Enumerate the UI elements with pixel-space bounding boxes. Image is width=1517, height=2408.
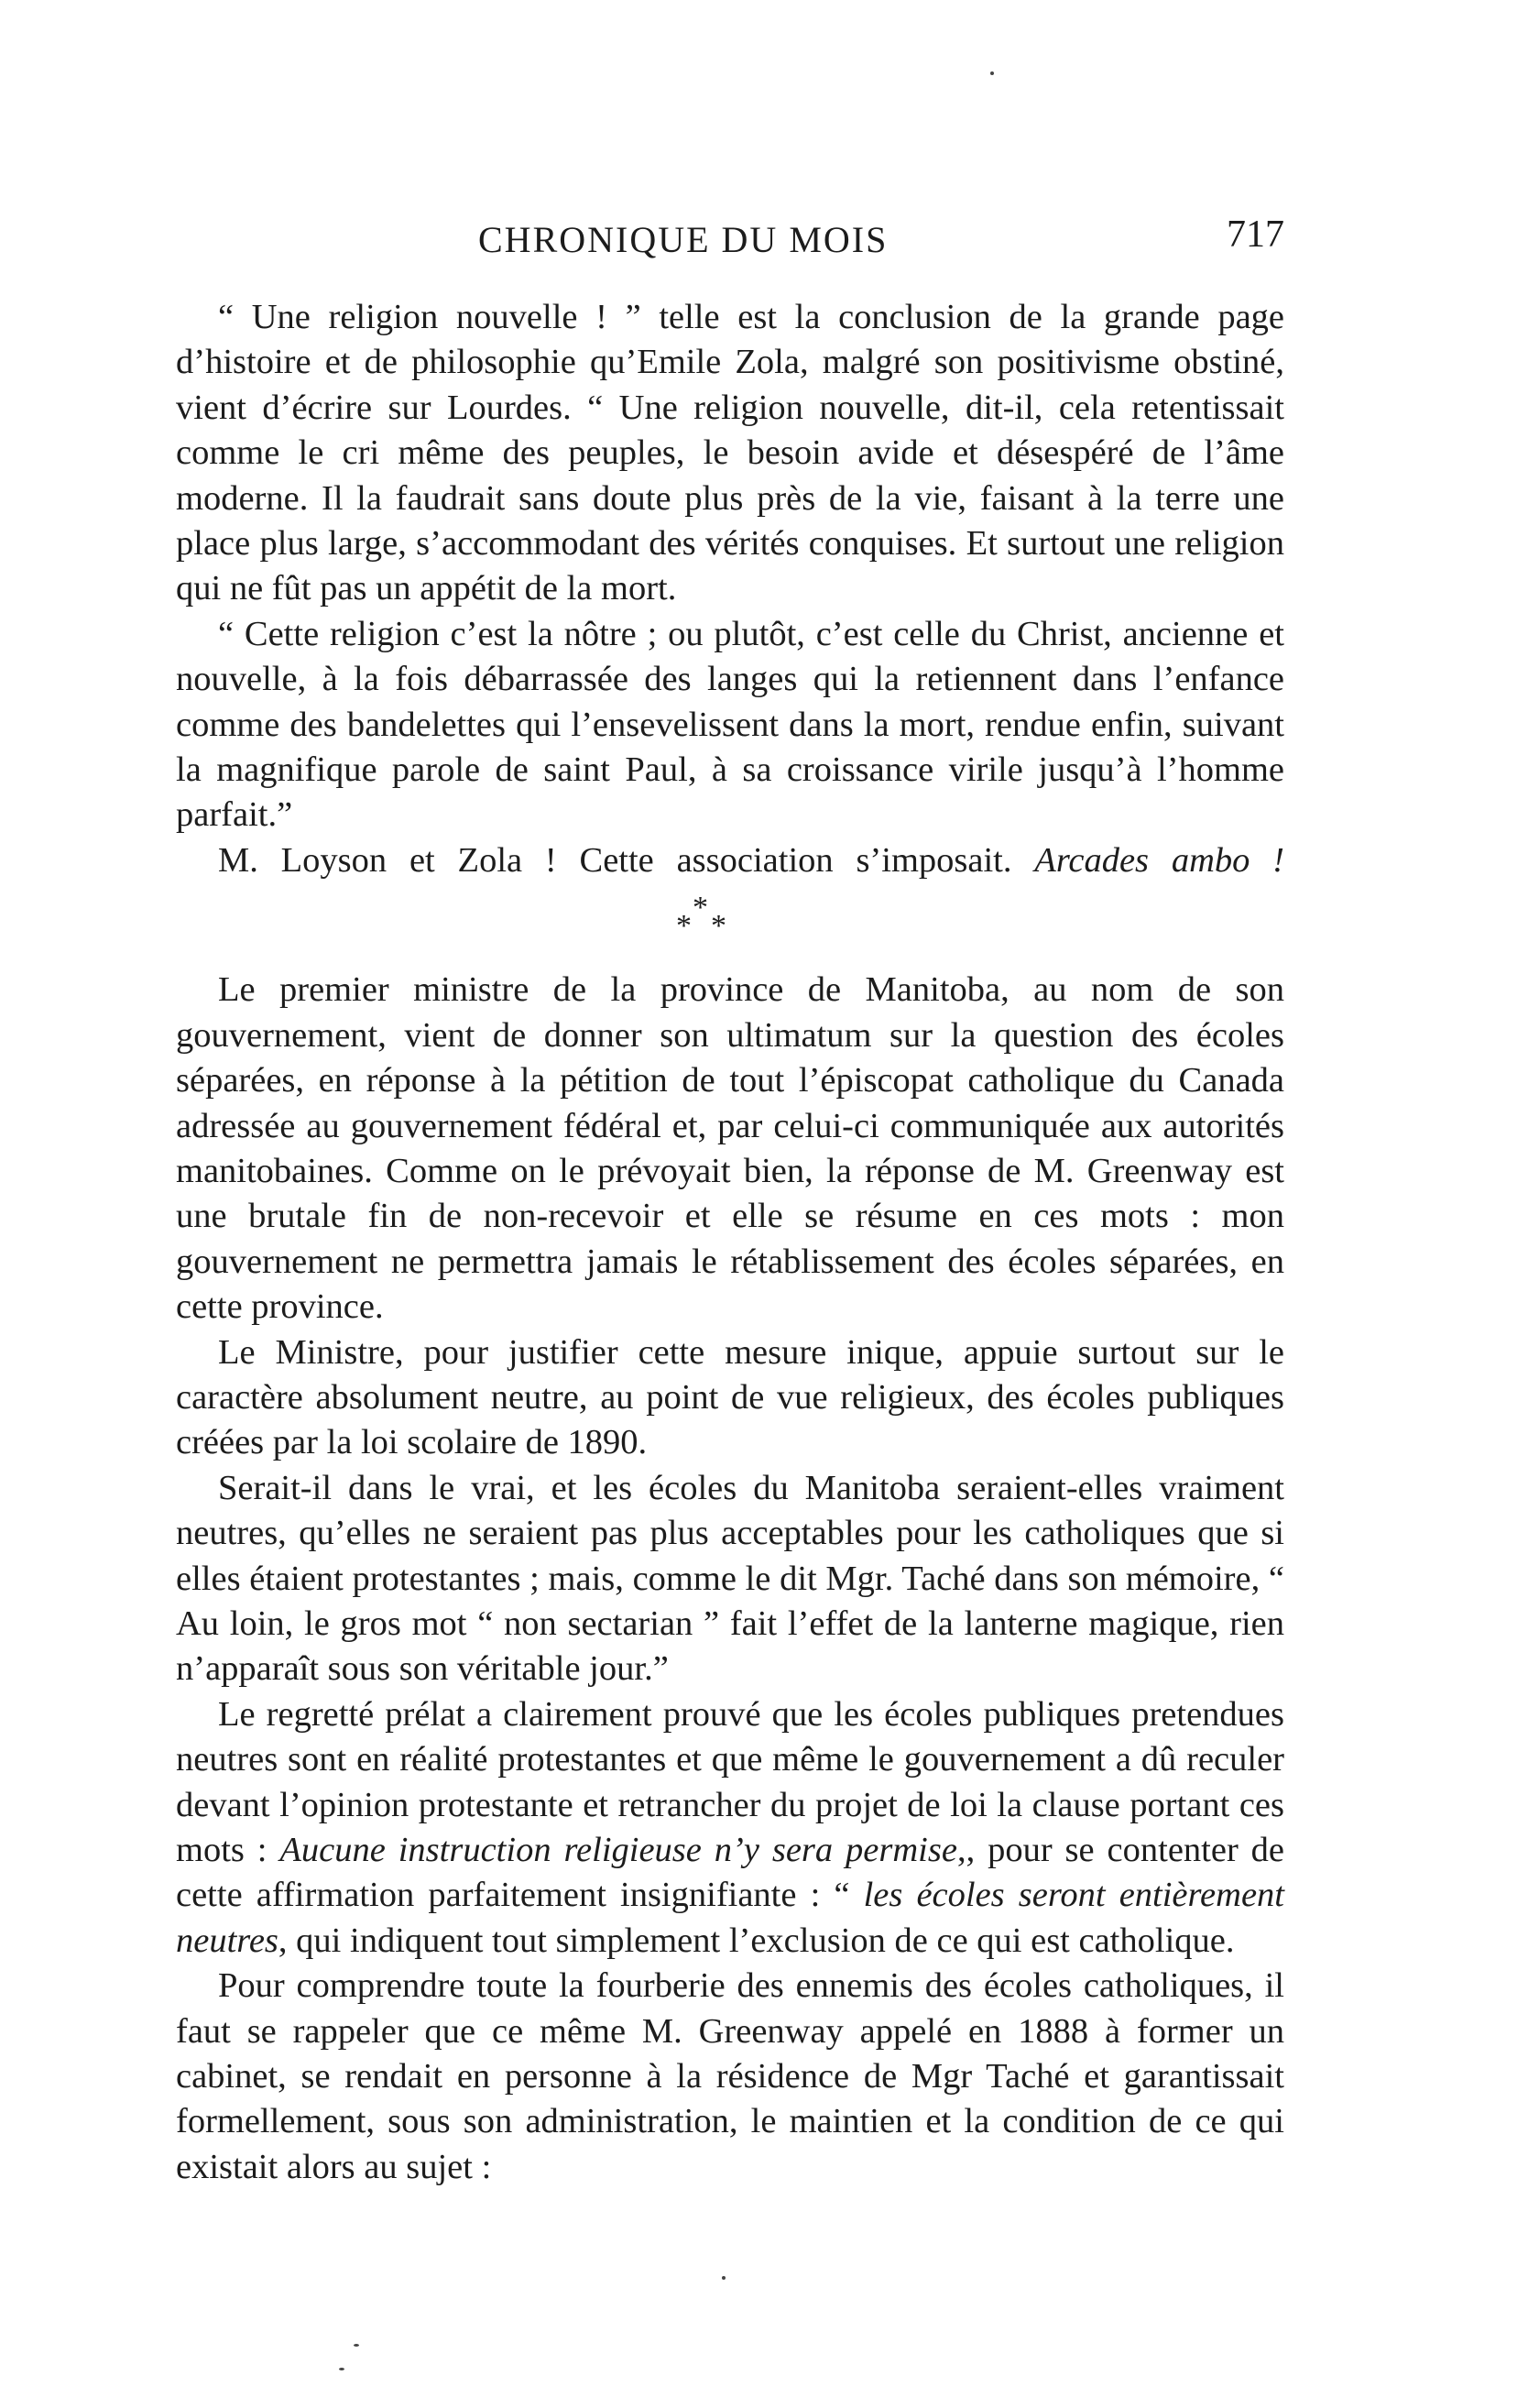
asterism-star: * bbox=[693, 891, 708, 925]
paragraph-fourberie: Pour comprendre toute la fourberie des ennemis des écoles catholiques, il faut se rappeler que ce même M. Greenway appelé en 1888 à former un cabinet, se rendait en personne à la résidence de Mgr Taché et garantissait formellement, sous son administration, le maintien et la condition de ce qui existait alors au sujet : bbox=[176, 1966, 1284, 2186]
scan-speck bbox=[354, 2344, 359, 2347]
prelat-text-a: Le regretté prélat a clairement prouvé que les écoles publiques pretendues neutres sont en réalité protestantes et que même le gouvernement a dû reculer devant l’opinion protestante et retrancher du projet de loi la clause portant ces mots : bbox=[176, 1694, 1284, 1869]
paragraph-prelat-prouve bbox=[176, 1692, 1284, 1964]
running-title: CHRONIQUE DU MOIS bbox=[478, 219, 889, 260]
paragraph-loyson-zola bbox=[176, 838, 1284, 883]
article-body bbox=[176, 295, 1284, 2190]
paragraph-ministre-mesure: Le Ministre, pour justifier cette mesure inique, appuie surtout sur le caractère absolument neutre, au point de vue religieux, des écoles publiques créées par la loi scolaire de 1890. bbox=[176, 1332, 1284, 1462]
paragraph-manitoba-ultimatum: Le premier ministre de la province de Manitoba, au nom de son gouvernement, vient de donner son ultimatum sur la question des écoles séparées, en réponse à la pétition de tout l’épiscopat catholique du Canada adressée au gouvernement fédéral et, par celui-ci communiquée aux autorités manitobaines. Comme on le prévoyait bien, la réponse de M. Greenway est une brutale fin de non-recevoir et elle se résume en ces mots : mon gouvernement ne permettra jamais le rétablissement des écoles séparées, en cette province. bbox=[176, 970, 1284, 1327]
asterism-star: * bbox=[676, 909, 692, 944]
scan-speck bbox=[339, 2368, 344, 2370]
loyson-zola-text: M. Loyson et Zola ! Cette association s’imposait. bbox=[218, 840, 1012, 880]
prelat-text-c: , qui indiquent tout simplement l’exclusion de ce qui est catholique. bbox=[278, 1921, 1235, 1960]
scan-speck bbox=[990, 71, 994, 75]
asterism-star: * bbox=[711, 909, 726, 944]
prelat-italic-a: Aucune instruction religieuse n’y sera permise bbox=[279, 1831, 957, 1869]
scan-speck bbox=[722, 2276, 726, 2280]
paragraph-religion-notre: “ Cette religion c’est la nôtre ; ou plutôt, c’est celle du Christ, ancienne et nouvelle, à la fois débarrassée des langes qui la retiennent dans l’enfance comme des bandelettes qui l’ensevelissent dans la mort, rendue enfin, suivant la magnifique parole de saint Paul, à sa croissance virile jusqu’à l’homme parfait.” bbox=[176, 614, 1284, 835]
prelat-text-b: ,, pour se contenter de cette affirmation parfaitement insignifiante : “ bbox=[176, 1831, 1285, 1915]
paragraph-zola-quote: “ Une religion nouvelle ! ” telle est la conclusion de la grande page d’histoire et de philosophie qu’Emile Zola, malgré son positivisme obstiné, vient d’écrire sur Lourdes. “ Une religion nouvelle, dit-il, cela retentissait comme le cri même des peuples, le besoin avide et désespéré de l’âme moderne. Il la faudrait sans doute plus près de la vie, faisant à la terre une place plus large, s’accommodant des vérités conquises. Et surtout une religion qui ne fût pas un appétit de la mort. bbox=[176, 298, 1284, 608]
prelat-italic-b: les écoles seront entièrement neutres bbox=[176, 1876, 1284, 1960]
page-number: 717 bbox=[1227, 213, 1284, 256]
section-asterism bbox=[176, 883, 1284, 968]
paragraph-ecoles-neutres: Serait-il dans le vrai, et les écoles du Manitoba seraient-elles vraiment neutres, qu’elles ne seraient pas plus acceptables pour les catholiques que si elles étaient protestantes ; mais, comme le dit Mgr. Taché dans son mémoire, “ Au loin, le gros mot “ non sectarian ” fait l’effet de la lanterne magique, rien n’apparaît sous son véritable jour.” bbox=[176, 1468, 1284, 1689]
running-head bbox=[176, 213, 1284, 273]
arcades-ambo-italic: Arcades ambo ! bbox=[1034, 840, 1285, 880]
